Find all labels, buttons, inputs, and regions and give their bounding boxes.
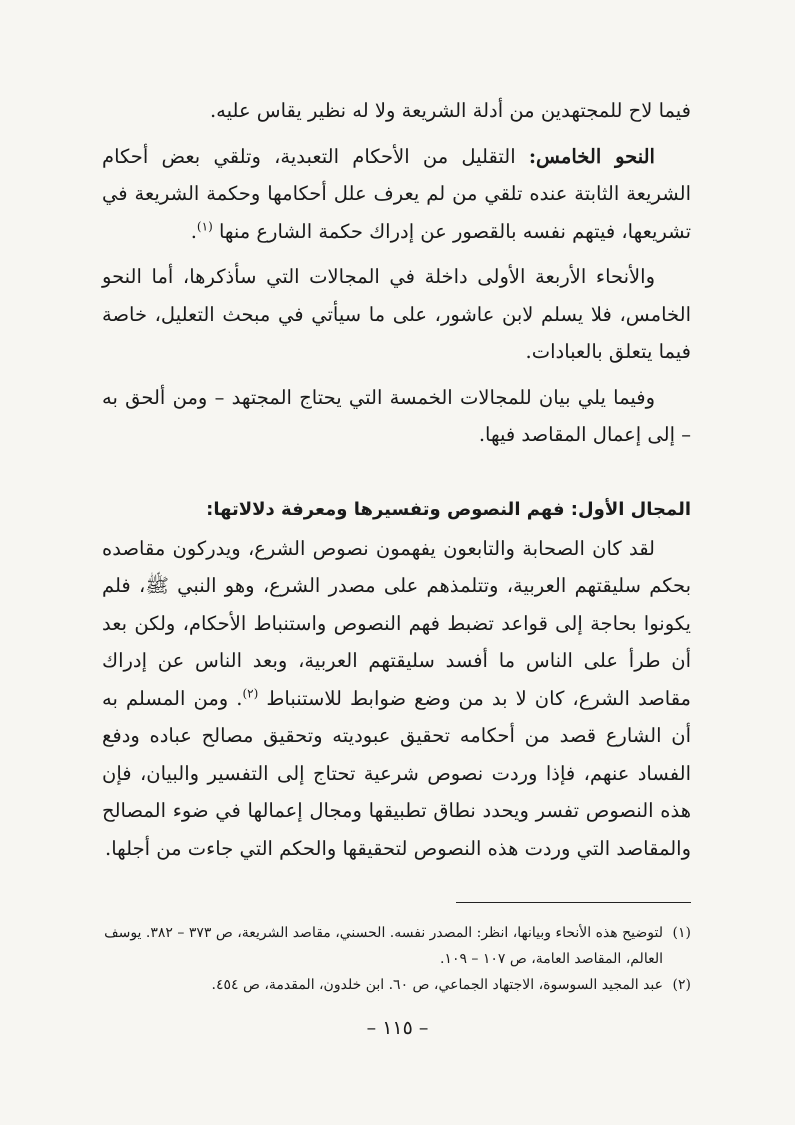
paragraph-5-part2: . ومن المسلم به أن الشارع قصد من أحكامه تحقيق عبوديته وتحقيق مصالح عباده ودفع الفساد عنهم، فإذا وردت نصوص شرعية تحتاج إلى التفسير والبيان، فإن هذه النصوص تفسر ويحدد نطاق تطبيقها ومجال إعمالها في ضوء المصالح والمقاصد التي وردت هذه النصوص لتحقيقها والحكم التي جاءت من أجلها. — [102, 686, 691, 860]
paragraph-5 — [102, 530, 691, 868]
paragraph-4: وفيما يلي بيان للمجالات الخمسة التي يحتاج المجتهد – ومن ألحق به – إلى إعمال المقاصد فيها. — [102, 385, 691, 446]
footnote-2 — [102, 972, 691, 998]
paragraph-2 — [102, 138, 691, 251]
paragraph-2-end: . — [190, 219, 197, 243]
footnote-1-text: لتوضيح هذه الأنحاء وبيانها، انظر: المصدر نفسه. الحسني، مقاصد الشريعة، ص ٣٧٣ – ٣٨٢. يوسف العالم، المقاصد العامة، ص ١٠٧ – ١٠٩. — [104, 925, 663, 967]
footnote-2-number: (٢) — [672, 977, 691, 993]
paragraph-2-lead: النحو الخامس: — [528, 144, 655, 168]
footnote-ref-1[interactable]: (١) — [196, 219, 213, 233]
footnote-1-number: (١) — [672, 925, 691, 941]
paragraph-5-part1: لقد كان الصحابة والتابعون يفهمون نصوص الشرع، ويدركون مقاصده بحكم سليقتهم العربية، وتتلمذهم على مصدر الشرع، وهو النبي ﷺ، فلم يكونوا بحاجة إلى قواعد تضبط فهم النصوص واستنباط الأحكام، ولكن بعد أن طرأ على الناس ما أفسد سليقتهم العربية، وبعد الناس عن إدراك مقاصد الشرع، كان لا بد من وضع ضوابط للاستنباط — [102, 536, 691, 710]
paragraph-3: والأنحاء الأربعة الأولى داخلة في المجالات التي سأذكرها، أما النحو الخامس، فلا يسلم لابن عاشور، على ما سيأتي في مبحث التعليل، خاصة فيما يتعلق بالعبادات. — [102, 265, 691, 363]
footnote-divider — [456, 902, 691, 903]
footnotes — [102, 920, 691, 998]
main-text — [102, 92, 691, 867]
paragraph-1: فيما لاح للمجتهدين من أدلة الشريعة ولا له نظير يقاس عليه. — [209, 99, 691, 122]
paragraph-2-text: التقليل من الأحكام التعبدية، وتلقي بعض أحكام الشريعة الثابتة عنده تلقي من لم يعرف علل أحكامها وحكمة الشريعة في تشريعها، فيتهم نفسه بالقصور عن إدراك حكمة الشارع منها — [102, 144, 691, 243]
footnote-ref-2[interactable]: (٢) — [242, 686, 259, 700]
footnote-2-text: عبد المجيد السوسوة، الاجتهاد الجماعي، ص ٦٠. ابن خلدون، المقدمة، ص ٤٥٤. — [211, 977, 663, 993]
page-number: – ١١٥ – — [366, 1017, 429, 1039]
footnote-1 — [102, 920, 691, 972]
section-heading: المجال الأول: فهم النصوص وتفسيرها ومعرفة دلالاتها: — [206, 498, 691, 520]
